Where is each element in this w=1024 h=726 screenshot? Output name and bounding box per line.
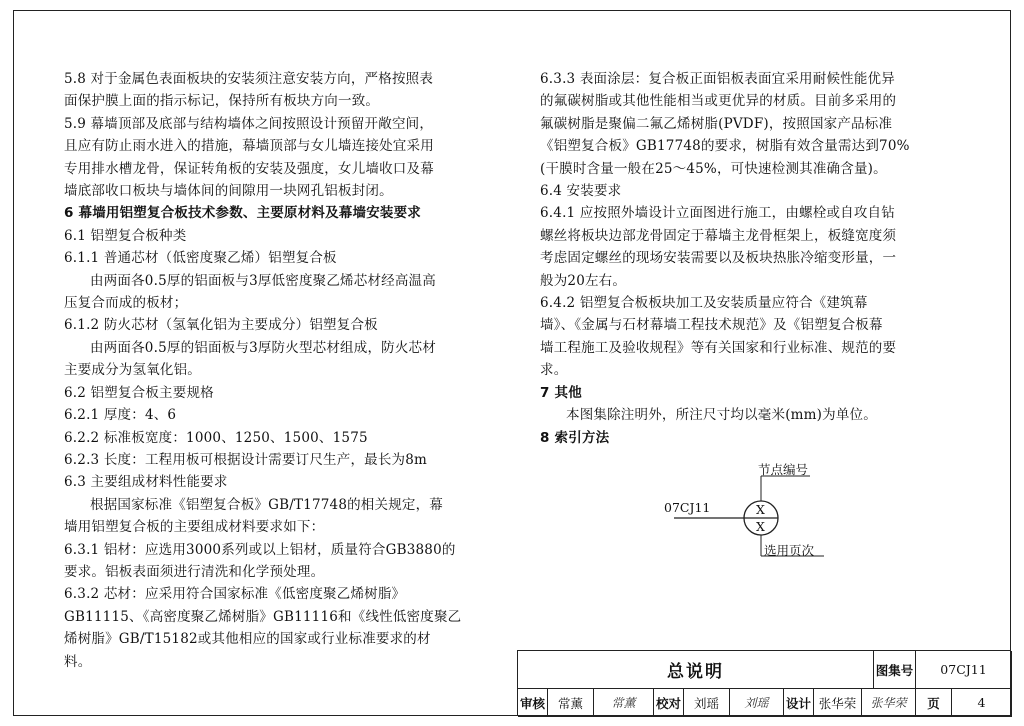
left-line: 墙底部收口板块与墙体间的间隙用一块网孔铝板封闭。: [64, 183, 393, 200]
drawing-title: 总说明: [518, 651, 874, 689]
left-line: 由两面各0.5厚的铝面板与3厚防火型芯材组成，防火芯材: [90, 339, 436, 356]
page-number: 4: [952, 689, 1012, 717]
left-line: 6.3.2 芯材：应采用符合国家标准《低密度聚乙烯树脂》: [64, 586, 406, 603]
right-line: 墙》、《金属与石材幕墙工程技术规范》及《铝塑复合板幕: [540, 317, 883, 334]
design-label: 设计: [784, 689, 814, 717]
left-line: 且应有防止雨水进入的措施，幕墙顶部与女儿墙连接处宜采用: [64, 138, 434, 155]
left-line: 6.1.2 防火芯材（氢氧化铝为主要成分）铝塑复合板: [64, 317, 378, 334]
right-line: 《铝塑复合板》GB17748的要求，树脂有效含量需达到70%: [540, 138, 910, 155]
check-label: 校对: [654, 689, 684, 717]
left-line: 6.3 主要组成材料性能要求: [64, 474, 228, 491]
right-line: 6.3.3 表面涂层：复合板正面铝板表面宜采用耐候性能优异: [540, 71, 895, 87]
node-x-top: X: [756, 502, 765, 517]
right-line: 7 其他: [540, 384, 582, 401]
left-line: GB11115、《高密度聚乙烯树脂》GB11116和《线性低密度聚乙: [64, 608, 462, 625]
right-line: (干膜时含量一般在25～45%，可快速检测其准确含量)。: [540, 160, 887, 177]
left-line: 烯树脂》GB/T15182或其他相应的国家或行业标准要求的材: [64, 631, 431, 648]
right-line: 般为20左右。: [540, 272, 627, 289]
left-line: 墙用铝塑复合板的主要组成材料要求如下：: [64, 519, 325, 536]
checker-signature: 刘瑶: [730, 689, 784, 717]
left-text-column: [64, 68, 510, 673]
left-line: 面保护膜上面的指示标记，保持所有板块方向一致。: [64, 93, 380, 110]
page-selection-label: 选用页次: [764, 543, 815, 558]
right-line: 氟碳树脂是聚偏二氟乙烯树脂(PVDF)，按照国家产品标准: [540, 115, 893, 132]
page-label: 页: [916, 689, 952, 717]
atlas-code-label: 07CJ11: [664, 500, 711, 515]
left-line: 5.8 对于金属色表面板块的安装须注意安装方向，严格按照表: [64, 71, 434, 87]
right-line: 8 索引方法: [540, 429, 610, 446]
left-line: 6.3.1 铝材：应选用3000系列或以上铝材，质量符合GB3880的: [64, 541, 456, 558]
review-label: 审核: [518, 689, 548, 717]
node-number-label: 节点编号: [758, 462, 809, 477]
left-line: 6.2.1 厚度：4、6: [64, 407, 177, 424]
left-line: 5.9 幕墙顶部及底部与结构墙体之间按照设计预留开敞空间，: [64, 115, 434, 132]
right-text-column: [540, 68, 964, 449]
right-line: 的氟碳树脂或其他性能相当或更优异的材质。目前多采用的: [540, 93, 897, 110]
left-line: 根据国家标准《铝塑复合板》GB/T17748的相关规定，幕: [90, 496, 444, 513]
left-line: 专用排水槽龙骨，保证转角板的安装及强度，女儿墙收口及幕: [64, 160, 434, 177]
left-line: 6.2.3 长度：工程用板可根据设计需要订尺生产，最长为8m: [64, 451, 428, 468]
checker-name: 刘瑶: [684, 689, 730, 717]
right-line: 考虑固定螺丝的现场安装需要以及板块热胀冷缩变形量，一: [540, 250, 897, 267]
atlas-number: 07CJ11: [916, 651, 1012, 689]
left-line: 6.1 铝塑复合板种类: [64, 227, 187, 244]
reviewer-signature: 常薰: [594, 689, 654, 717]
left-line: 6.1.1 普通芯材（低密度聚乙烯）铝塑复合板: [64, 250, 337, 267]
node-x-bottom: X: [756, 519, 765, 534]
atlas-number-label: 图集号: [874, 651, 916, 689]
left-line: 由两面各0.5厚的铝面板与3厚低密度聚乙烯芯材经高温高: [90, 272, 436, 289]
right-line: 求。: [540, 362, 568, 379]
right-line: 6.4.1 应按照外墙设计立面图进行施工，由螺栓或自攻自钻: [540, 205, 895, 222]
right-line: 墙工程施工及验收规程》等有关国家和行业标准、规范的要: [540, 339, 897, 356]
left-line: 压复合而成的板材；: [64, 295, 188, 312]
right-line: 螺丝将板块边部龙骨固定于幕墙主龙骨框架上，板缝宽度须: [540, 227, 897, 244]
title-block: [517, 650, 1011, 716]
right-line: 本图集除注明外，所注尺寸均以毫米(mm)为单位。: [566, 407, 877, 424]
left-line: 6.2 铝塑复合板主要规格: [64, 384, 214, 401]
index-method-diagram: [640, 460, 840, 570]
right-line: 6.4 安装要求: [540, 183, 622, 200]
reviewer-name: 常薰: [548, 689, 594, 717]
designer-signature: 张华荣: [862, 689, 916, 717]
left-line: 6.2.2 标准板宽度：1000、1250、1500、1575: [64, 429, 368, 446]
left-line: 要求。铝板表面须进行清洗和化学预处理。: [64, 563, 325, 580]
left-line: 6 幕墙用铝塑复合板技术参数、主要原材料及幕墙安装要求: [64, 205, 421, 222]
left-line: 料。: [64, 653, 92, 670]
right-line: 6.4.2 铝塑复合板板块加工及安装质量应符合《建筑幕: [540, 295, 868, 312]
left-line: 主要成分为氢氧化铝。: [64, 362, 201, 379]
designer-name: 张华荣: [814, 689, 862, 717]
